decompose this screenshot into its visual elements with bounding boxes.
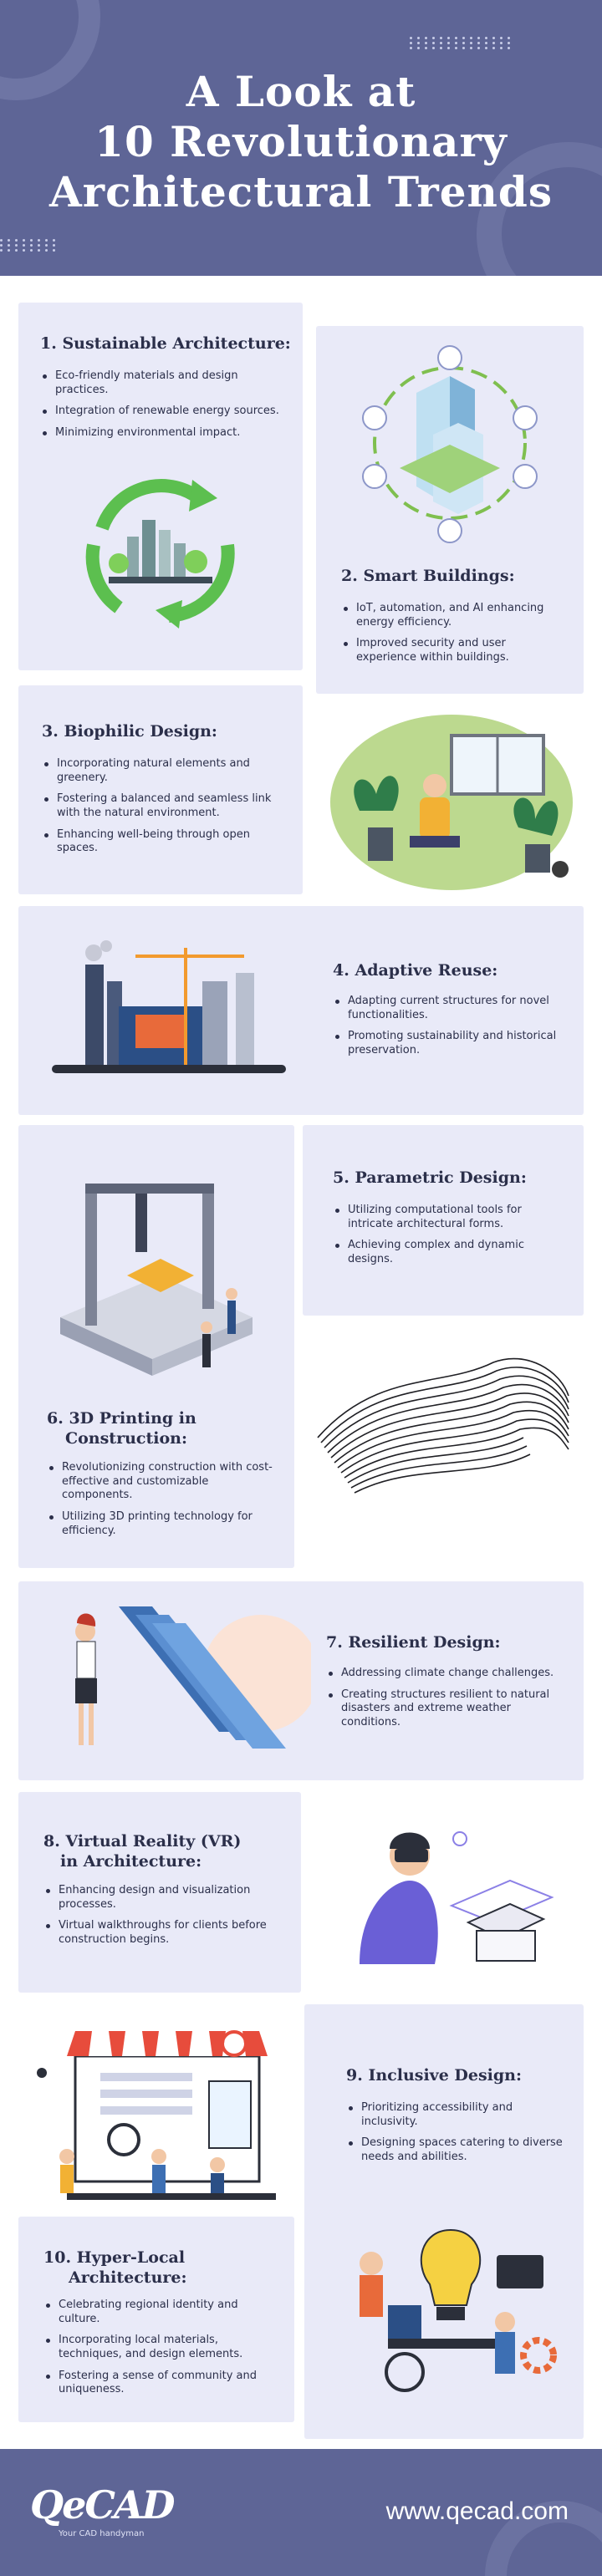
trend-title: 7. Resilient Design:	[326, 1633, 501, 1652]
trend-point: Creating structures resilient to natural disasters and extreme weather conditions.	[326, 1688, 569, 1730]
trend-title-line-2: Architecture:	[69, 2268, 187, 2287]
header-banner	[0, 0, 602, 276]
page-title-line-3: Architectural Trends	[48, 167, 554, 216]
trend-point: Utilizing 3D printing technology for efficiency.	[47, 1510, 281, 1538]
trend-point: Promoting sustainability and historical preservation.	[333, 1030, 567, 1057]
trend-point: Improved security and user experience within buildings.	[341, 637, 567, 664]
trend-points	[333, 995, 567, 1066]
trend-points	[42, 757, 284, 863]
dot-pattern	[410, 37, 513, 49]
biophilic-illustration	[326, 702, 577, 894]
trend-card-adaptive-reuse	[18, 906, 584, 1115]
page-title-line-1: A Look at	[186, 67, 416, 116]
trend-point: Minimizing environmental impact.	[40, 426, 283, 440]
trend-card-biophilic	[18, 685, 303, 894]
factory-reuse-illustration	[43, 931, 294, 1098]
trend-card-virtual-reality	[18, 1792, 301, 1993]
trend-points	[326, 1667, 569, 1738]
trend-card-parametric	[303, 1125, 584, 1316]
trend-point: Fostering a sense of community and uniqueness.	[43, 2370, 281, 2397]
local-market-illustration	[33, 2014, 284, 2207]
trend-point: Adapting current structures for novel functionalities.	[333, 995, 567, 1022]
logo-text: QeCAD	[30, 2482, 174, 2528]
trend-title-line-2: Construction:	[65, 1429, 187, 1448]
trend-point: Enhancing design and visualization processes.	[43, 1884, 286, 1912]
qecad-logo[interactable]	[30, 2482, 172, 2541]
trend-point: Integration of renewable energy sources.	[40, 405, 283, 419]
trend-point: Achieving complex and dynamic designs.	[333, 1239, 567, 1266]
trend-point: Virtual walkthroughs for clients before construction begins.	[43, 1919, 286, 1947]
footer	[0, 2449, 602, 2576]
trend-title-line-2: in Architecture:	[60, 1852, 202, 1871]
trend-point: IoT, automation, and AI enhancing energy efficiency.	[341, 602, 567, 629]
trend-card-sustainable	[18, 303, 303, 670]
trend-title: 9. Inclusive Design:	[346, 2066, 523, 2085]
trend-point: Addressing climate change challenges.	[326, 1667, 569, 1681]
trend-point: Eco-friendly materials and design practices.	[40, 369, 283, 397]
parametric-structure-illustration	[309, 1337, 577, 1504]
trend-title: 2. Smart Buildings:	[341, 567, 515, 585]
vr-architecture-illustration	[343, 1805, 560, 1973]
trend-point: Incorporating natural elements and greenery.	[42, 757, 284, 785]
trend-points	[346, 2101, 564, 2172]
trend-title: 3. Biophilic Design:	[42, 722, 217, 741]
trend-point: Incorporating local materials, techniques, and design elements.	[43, 2334, 281, 2361]
trend-points	[40, 369, 283, 448]
trend-point: Fostering a balanced and seamless link with the natural environment.	[42, 792, 284, 820]
dot-pattern	[0, 239, 58, 252]
trend-point: Celebrating regional identity and culture.	[43, 2299, 281, 2326]
website-link[interactable]: www.qecad.com	[385, 2497, 569, 2525]
trend-points	[43, 2299, 281, 2405]
trend-title: 1. Sustainable Architecture:	[40, 334, 291, 353]
trend-title-line-1: 6. 3D Printing in	[47, 1409, 196, 1428]
trend-point: Prioritizing accessibility and inclusivity.	[346, 2101, 564, 2129]
trend-title-line-1: 8. Virtual Reality (VR)	[43, 1832, 242, 1851]
inclusive-design-illustration	[338, 2205, 564, 2414]
eco-city-illustration	[69, 470, 253, 637]
trend-card-3d-printing	[18, 1125, 294, 1568]
trend-point: Designing spaces catering to diverse needs and abilities.	[346, 2136, 564, 2164]
resilient-design-illustration	[43, 1598, 311, 1765]
trend-title-line-1: 10. Hyper-Local	[43, 2248, 186, 2267]
trend-point: Revolutionizing construction with cost-effective and customizable components.	[47, 1461, 281, 1503]
page-title-line-2: 10 Revolutionary	[94, 117, 508, 166]
3d-printer-illustration	[35, 1150, 278, 1401]
trend-point: Utilizing computational tools for intricate architectural forms.	[333, 1204, 567, 1231]
trend-points	[43, 1884, 286, 1955]
trend-card-resilient	[18, 1581, 584, 1780]
trend-card-hyper-local	[18, 2217, 294, 2422]
trend-card-smart-buildings	[316, 326, 584, 694]
trend-points	[333, 1204, 567, 1275]
trend-card-inclusive	[304, 2004, 584, 2439]
trend-title: 4. Adaptive Reuse:	[333, 961, 498, 980]
trend-points	[341, 602, 567, 673]
logo-tagline: Your CAD handyman	[59, 2529, 145, 2538]
smart-building-illustration	[349, 343, 550, 543]
trend-points	[47, 1461, 281, 1545]
trend-point: Enhancing well-being through open spaces.	[42, 828, 284, 856]
trend-title: 5. Parametric Design:	[333, 1168, 527, 1187]
